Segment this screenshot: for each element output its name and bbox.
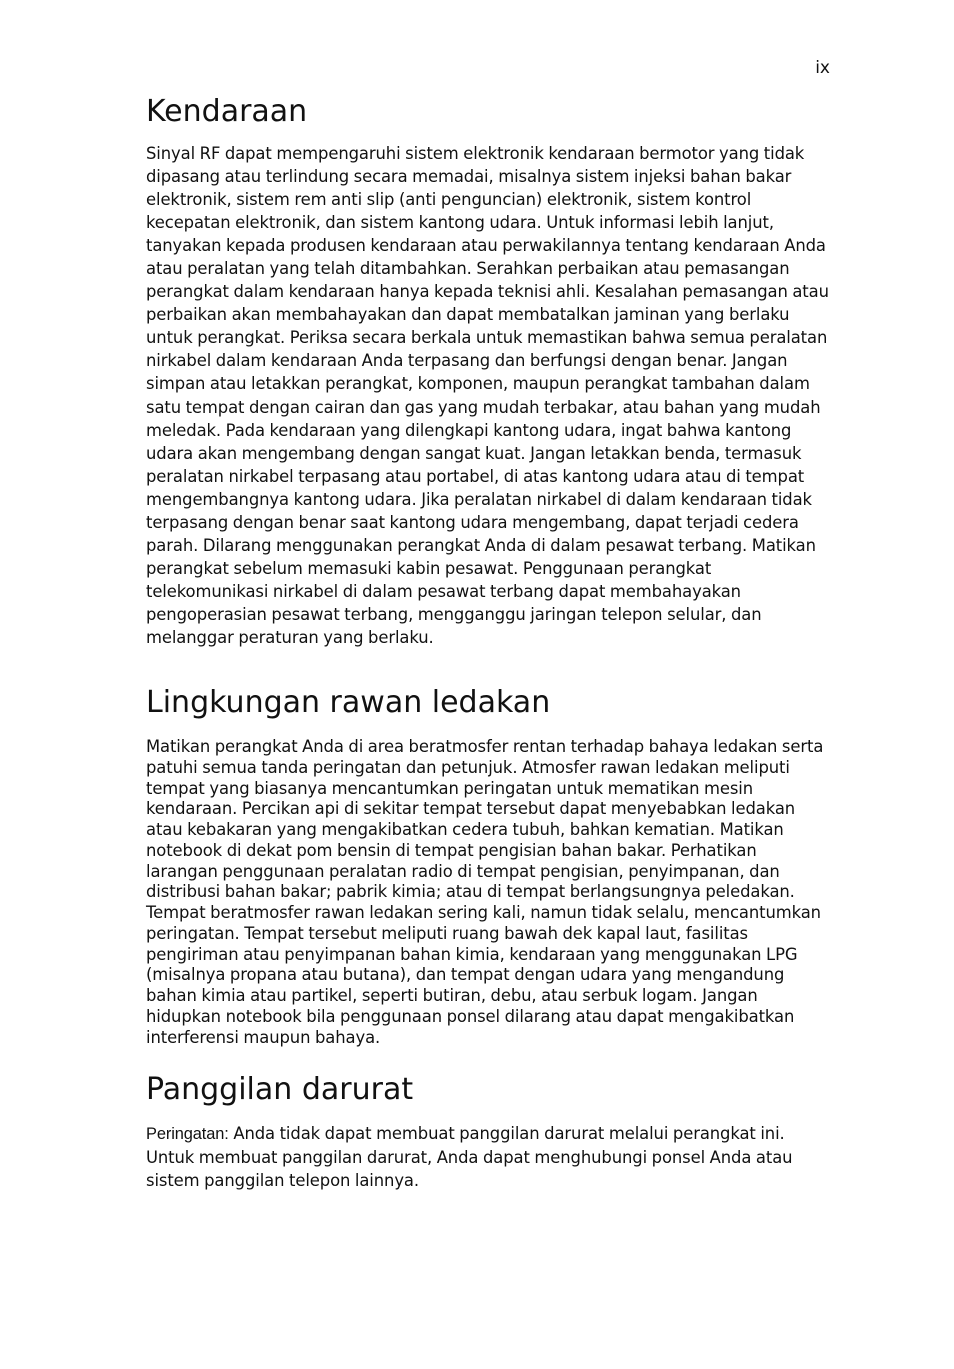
section-body-kendaraan: Sinyal RF dapat mempengaruhi sistem elektronik kendaraan bermotor yang tidak dipasang atau terlindung secara memadai, misalnya sistem injeksi bahan bakar elektronik, sistem rem anti slip (anti penguncian) elektronik, sistem kontrol kecepatan elektronik, dan sistem kantong udara. Untuk informasi lebih lanjut, tanyakan kepada produsen kendaraan atau perwakilannya tentang kendaraan Anda atau peralatan yang telah ditambahkan. Serahkan perbaikan atau pemasangan perangkat dalam kendaraan hanya kepada teknisi ahli. Kesalahan pemasangan atau perbaikan akan membahayakan dan dapat membatalkan jaminan yang berlaku untuk perangkat. Periksa secara berkala untuk memastikan bahwa semua peralatan nirkabel dalam kendaraan Anda terpasang dan berfungsi dengan benar. Jangan simpan atau letakkan perangkat, komponen, maupun perangkat tambahan dalam satu tempat dengan cairan dan gas yang mudah terbakar, atau bahan yang mudah meledak. Pada kendaraan yang dilengkapi kantong udara, ingat bahwa kantong udara akan mengembang dengan sangat kuat. Jangan letakkan benda, termasuk peralatan nirkabel terpasang atau portabel, di atas kantong udara atau di tempat mengembangnya kantong udara. Jika peralatan nirkabel di dalam kendaraan tidak terpasang dengan benar saat kantong udara mengembang, dapat terjadi cedera parah. Dilarang menggunakan perangkat Anda di dalam pesawat terbang. Matikan perangkat sebelum memasuki kabin pesawat. Penggunaan perangkat telekomunikasi nirkabel di dalam pesawat terbang dapat membahayakan pengoperasian pesawat terbang, mengganggu jaringan telepon selular, dan melanggar peraturan yang berlaku.	[146, 144, 829, 647]
warning-text: Anda tidak dapat membuat panggilan darurat melalui perangkat ini. Untuk membuat panggilan darurat, Anda dapat menghubungi ponsel Anda atau sistem panggilan telepon lainnya.	[146, 1124, 793, 1191]
page-content	[146, 92, 830, 1192]
page-number: ix	[815, 58, 830, 78]
section-body-panggilan-darurat	[146, 1122, 830, 1192]
section-body-lingkungan-rawan-ledakan: Matikan perangkat Anda di area beratmosfer rentan terhadap bahaya ledakan serta patuhi semua tanda peringatan dan petunjuk. Atmosfer rawan ledakan meliputi tempat yang biasanya mencantumkan peringatan untuk mematikan mesin kendaraan. Percikan api di sekitar tempat tersebut dapat menyebabkan ledakan atau kebakaran yang mengakibatkan cedera tubuh, bahkan kematian. Matikan notebook di dekat pom bensin di tempat pengisian bahan bakar. Perhatikan larangan penggunaan peralatan radio di tempat pengisian, penyimpanan, dan distribusi bahan bakar; pabrik kimia; atau di tempat berlangsungnya peledakan. Tempat beratmosfer rawan ledakan sering kali, namun tidak selalu, mencantumkan peringatan. Tempat tersebut meliputi ruang bawah dek kapal laut, fasilitas pengiriman atau penyimpanan bahan kimia, kendaraan yang menggunakan LPG (misalnya propana atau butana), dan tempat dengan udara yang mengandung bahan kimia atau partikel, seperti butiran, debu, atau serbuk logam. Jangan hidupkan notebook bila penggunaan ponsel dilarang atau dapat mengakibatkan interferensi maupun bahaya.	[146, 737, 824, 1047]
section-heading-panggilan-darurat: Panggilan darurat	[146, 1072, 414, 1108]
section-heading-lingkungan-rawan-ledakan: Lingkungan rawan ledakan	[146, 685, 551, 721]
warning-label: Peringatan:	[146, 1125, 229, 1144]
section-heading-kendaraan: Kendaraan	[146, 94, 308, 129]
